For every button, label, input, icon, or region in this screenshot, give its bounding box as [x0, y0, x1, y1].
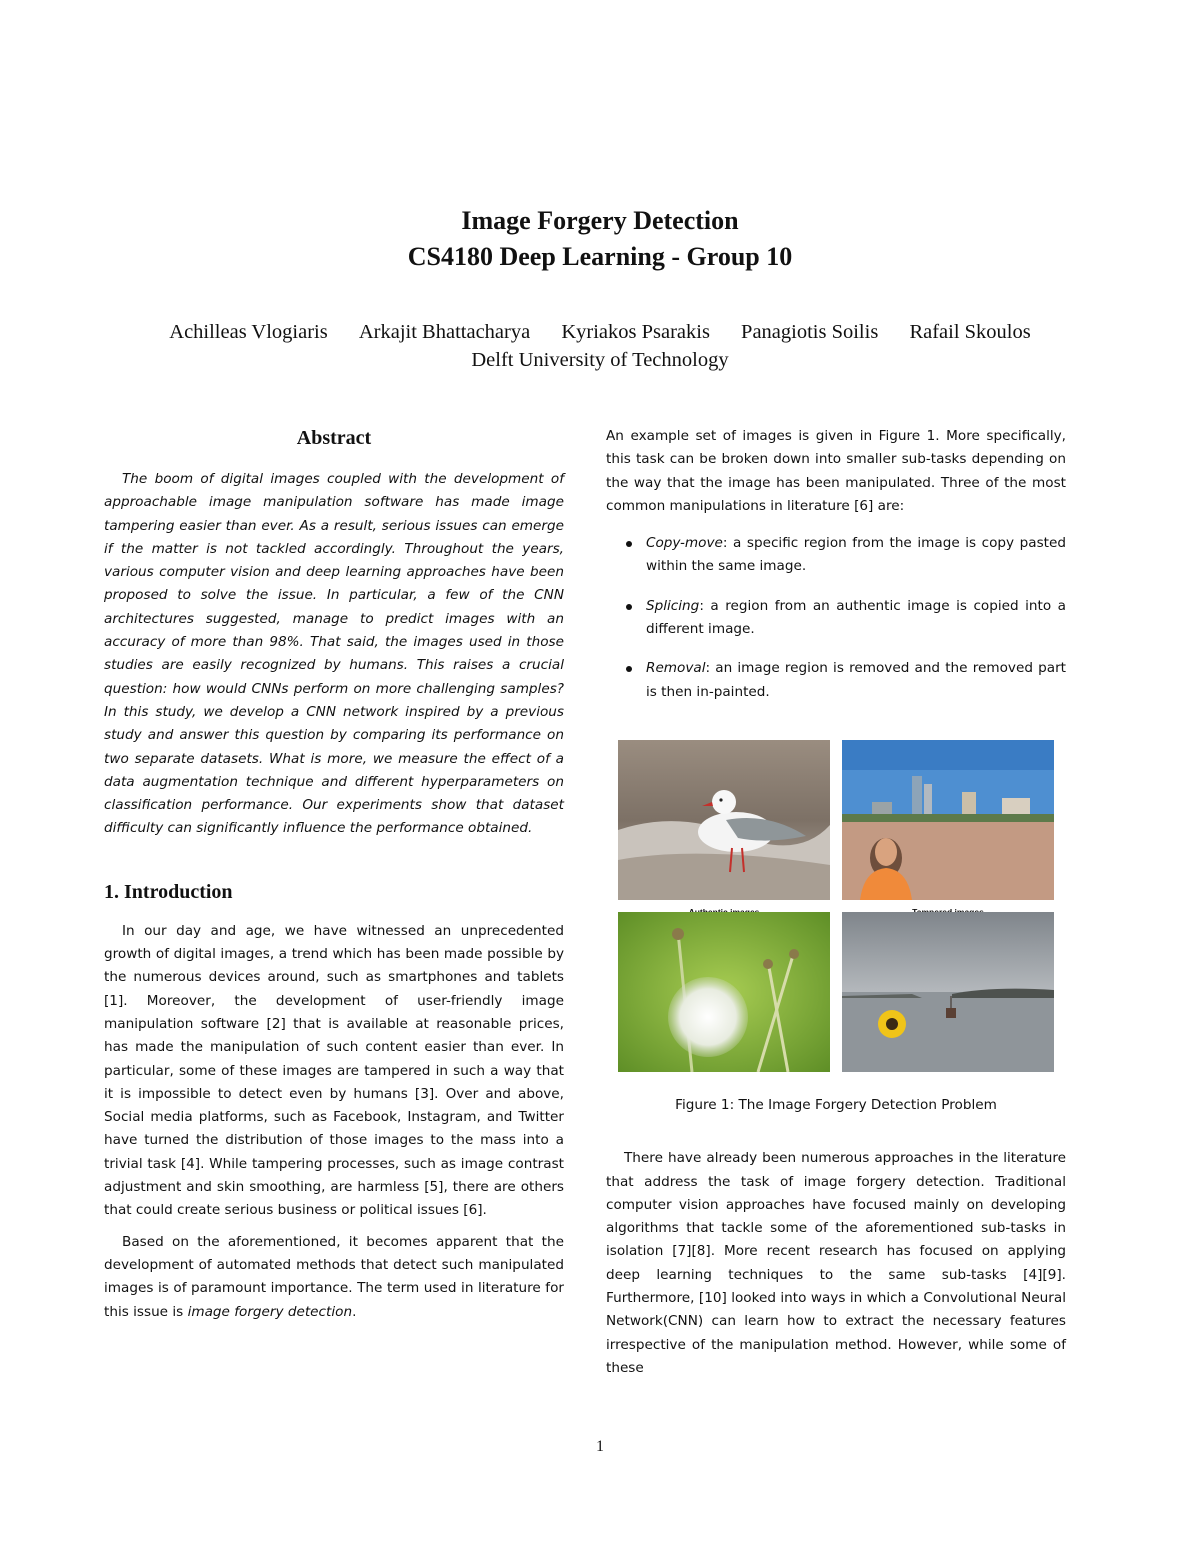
bullet-icon: [626, 541, 632, 547]
intro-paragraph-2: [104, 1231, 564, 1324]
bullet-icon: [626, 666, 632, 672]
lake-sunflower-photo: [842, 912, 1054, 1072]
introduction-heading: 1. Introduction: [104, 880, 233, 903]
seagull-photo: [618, 740, 830, 900]
dandelion-photo: [618, 912, 830, 1072]
intro-paragraph-2-end: .: [352, 1303, 357, 1320]
city-woman-photo: [842, 740, 1054, 900]
abstract-text: The boom of digital images coupled with the development of approachable image manipulation software has made image tampering easier than ever. As a result, serious issues can emerge if the matter is not tackled accordingly. Throughout the years, various computer vision and deep learning approaches have been proposed to solve the issue. In particular, a few of the CNN architectures suggested, manage to predict images with an accuracy of more than 98%. That said, the images used in those studies are easily recognized by humans. This raises a crucial question: how would CNNs perform on more challenging samples? In this study, we develop a CNN network inspired by a previous study and answer this question by comparing its performance on two separate datasets. What is more, we measure the effect of a data augmentation technique and different hyperparameters on classification performance. Our experiments show that dataset difficulty can significantly influence the performance obtained.: [104, 471, 564, 837]
left-column: [104, 425, 564, 1332]
bullet-icon: [626, 604, 632, 610]
list-item: [606, 532, 1066, 579]
affiliation: Delft University of Technology: [471, 349, 729, 371]
author-name: Arkajit Bhattacharya: [358, 321, 531, 343]
right-column: [606, 425, 1066, 1388]
list-item: [606, 657, 1066, 704]
author-name: Kyriakos Psarakis: [561, 321, 710, 343]
bullet-text: : a region from an authentic image is copied into a different image.: [646, 597, 1066, 638]
bullet-text: : an image region is removed and the removed part is then in-painted.: [646, 660, 1066, 700]
intro-paragraph-1: In our day and age, we have witnessed an unprecedented growth of digital images, a trend which has been made possible by the numerous devices around, such as smartphones and tablets [1]. Moreover, the development of user-friendly image manipulation software [2] that is available at reasonable prices, has made the manipulation of such content easier than ever. In particular, some of these images are tampered in such a way that it is impossible to detect even by humans [3]. Over and above, Social media platforms, such as Facebook, Instagram, and Twitter have turned the distribution of those images to the mass into a trivial task [4]. While tampering processes, such as image contrast adjustment and skin smoothing, are harmless [5], there are others that could create serious business or political issues [6].: [104, 922, 564, 1219]
intro-term-emphasis: image forgery detection: [187, 1303, 353, 1320]
abstract-heading: Abstract: [296, 427, 372, 449]
author-block: [0, 318, 1200, 374]
figure-1: [618, 740, 1058, 1080]
intro-paragraph-2-text: Based on the aforementioned, it becomes apparent that the development of automated methods that detect such manipulated images is of paramount importance. The term used in literature for this issue is: [104, 1233, 564, 1320]
paper-title: Image Forgery Detection: [461, 206, 739, 235]
page-number: 1: [596, 1438, 604, 1455]
author-name: Achilleas Vlogiaris: [169, 321, 328, 343]
title-block: [0, 203, 1200, 275]
paper-subtitle: CS4180 Deep Learning - Group 10: [407, 242, 793, 271]
right-paragraph-1: There have already been numerous approaches in the literature that address the task of image forgery detection. Traditional computer vision approaches have focused mainly on developing algorithms that tackle some of the aforementioned sub-tasks in isolation [7][8]. More recent research has focused on applying deep learning techniques to the same sub-tasks [4][9]. Furthermore, [10] looked into ways in which a Convolutional Neural Network(CNN) can learn how to extract the necessary features irrespective of the manipulation method. However, while some of these: [606, 1150, 1066, 1376]
bullet-term: Splicing: [646, 597, 700, 614]
figure-caption: Figure 1: The Image Forgery Detection Problem: [675, 1096, 997, 1113]
bullet-text: : a specific region from the image is copy pasted within the same image.: [646, 535, 1066, 575]
author-name: Rafail Skoulos: [909, 321, 1031, 343]
author-name: Panagiotis Soilis: [741, 321, 879, 343]
bullet-term: Removal: [646, 660, 706, 677]
right-paragraph-0: An example set of images is given in Figure 1. More specifically, this task can be broken down into smaller sub-tasks depending on the way that the image has been manipulated. Three of the most common manipulations in literature [6] are:: [606, 428, 1066, 514]
list-item: [606, 595, 1066, 642]
bullet-term: Copy-move: [646, 535, 723, 552]
author-list: [0, 318, 1200, 346]
manipulation-list: [606, 532, 1066, 704]
